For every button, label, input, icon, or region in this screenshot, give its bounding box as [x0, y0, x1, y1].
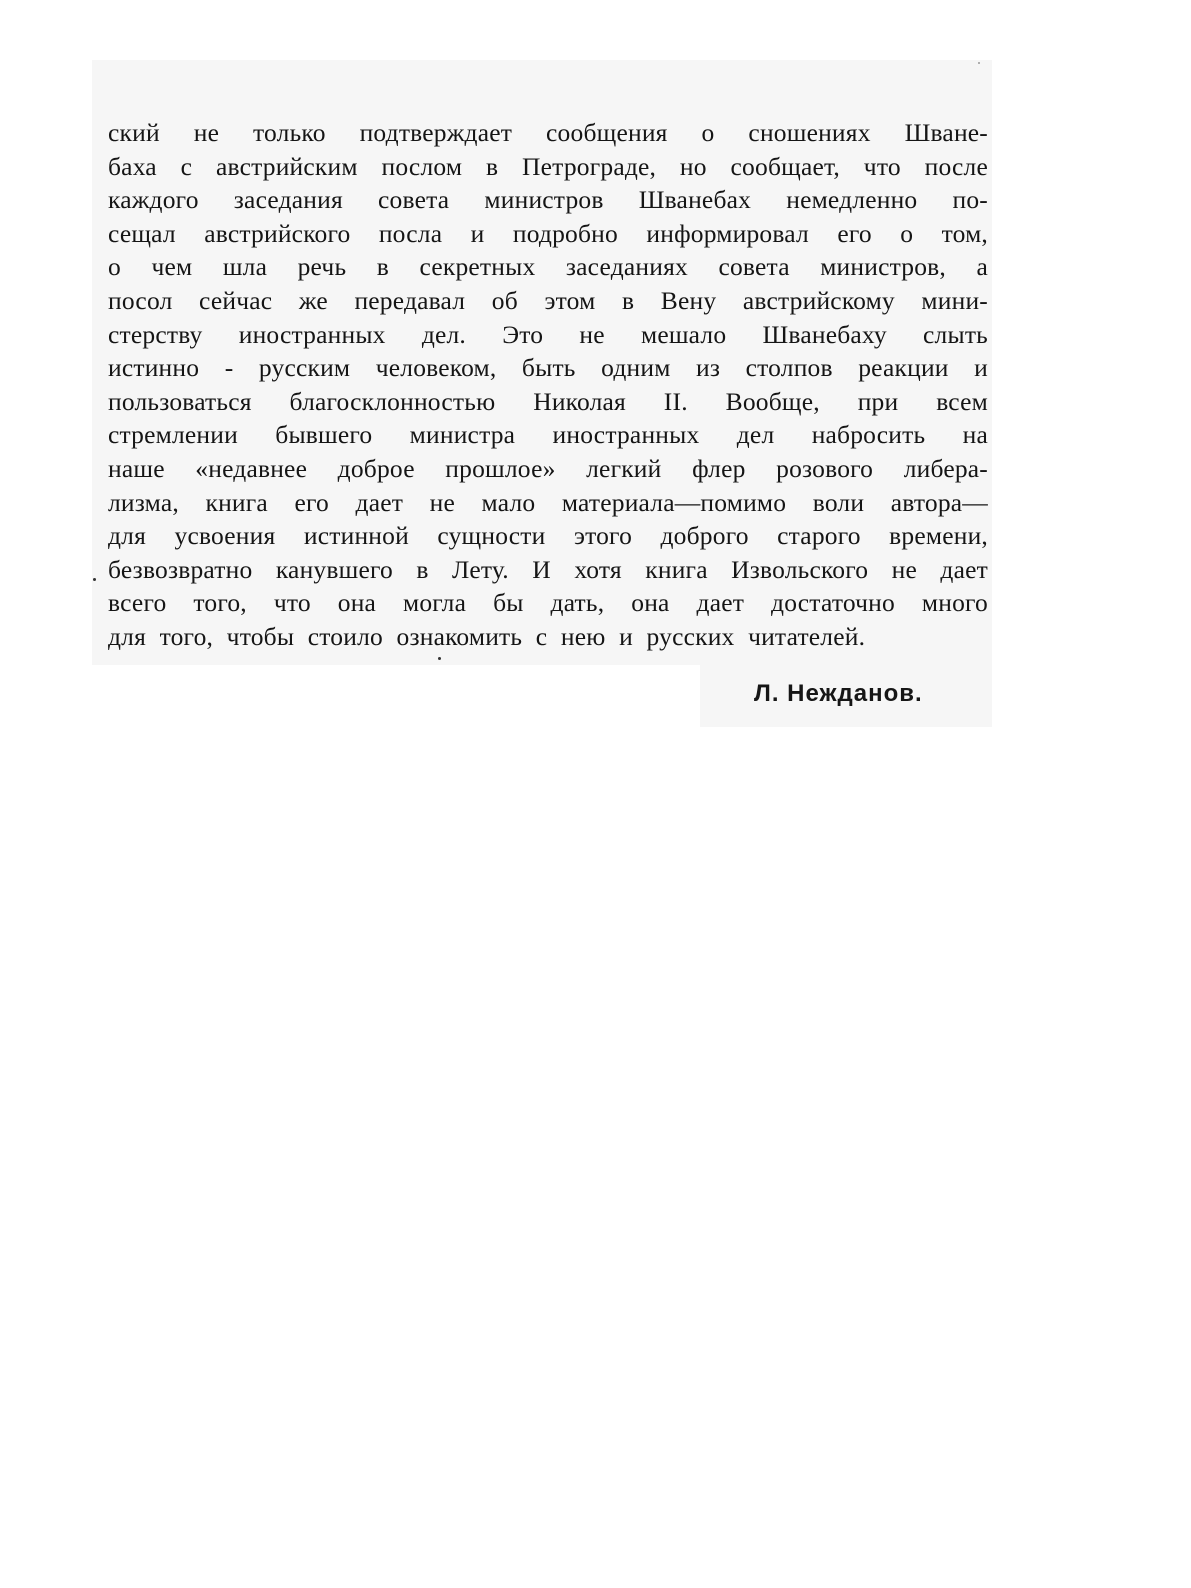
text-line-16: для того, чтобы стоило ознакомить с нею и русских читателей. [108, 621, 866, 651]
text-line-12: лизма, книга его дает не мало материала—помимо воли автора— [108, 487, 988, 517]
author-signature: Л. Нежданов. [754, 680, 923, 707]
text-line-11: наше «недавнее доброе прошлое» легкий флер розового либера- [108, 453, 988, 483]
text-line-10: стремлении бывшего министра иностранных дел набросить на [108, 420, 988, 450]
text-line-8: истинно - русским человеком, быть одним из столпов реакции и [108, 353, 988, 383]
scan-speck [978, 62, 980, 64]
text-line-5: о чем шла речь в секретных заседаниях совета министров, а [108, 252, 988, 282]
text-line-7: стерству иностранных дел. Это не мешало Шванебаху слыть [108, 319, 988, 349]
scan-speck [438, 657, 441, 660]
text-line-6: посол сейчас же передавал об этом в Вену австрийскому мини- [108, 285, 988, 315]
text-line-15: всего того, что она могла бы дать, она дает достаточно много [108, 588, 988, 618]
text-line-9: пользоваться благосклонностью Николая II. Вообще, при всем [108, 386, 988, 416]
text-line-3: каждого заседания совета министров Шванебах немедленно по- [108, 185, 988, 215]
text-line-4: сещал австрийского посла и подробно информировал его о том, [108, 218, 988, 248]
text-line-2: баха с австрийским послом в Петрограде, но сообщает, что после [108, 151, 988, 181]
scan-speck [93, 578, 96, 581]
text-line-13: для усвоения истинной сущности этого доброго старого времени, [108, 521, 988, 551]
text-line-1: ский не только подтверждает сообщения о сношениях Шване- [108, 118, 988, 147]
body-text [108, 116, 988, 654]
text-line-14: безвозвратно канувшего в Лету. И хотя книга Извольского не дает [108, 554, 988, 584]
